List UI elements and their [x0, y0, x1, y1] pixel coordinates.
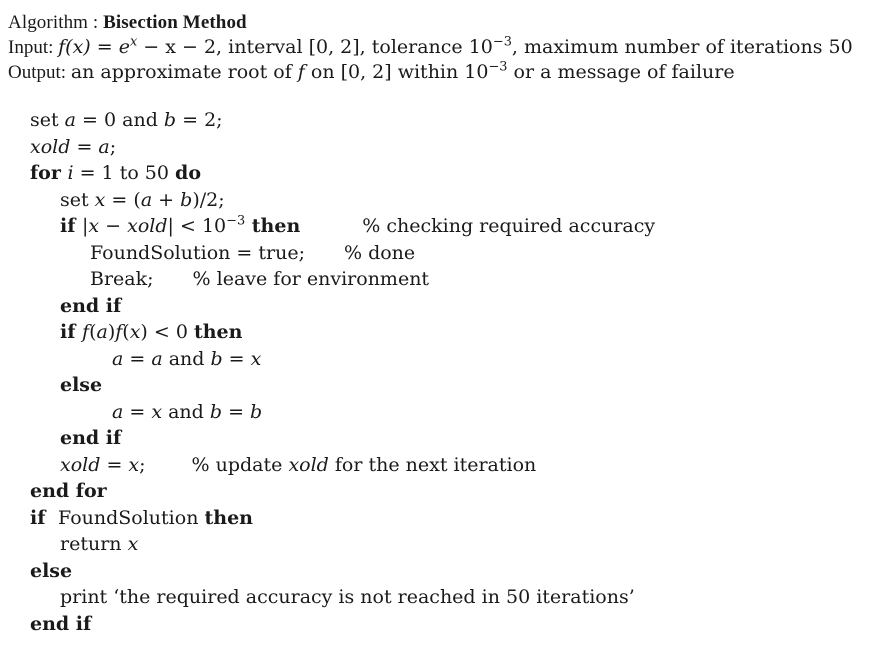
pseudocode-block: [8, 107, 872, 637]
code-line: if |x − xold| < $10^{-3}$ then % checking required accuracy: [60, 213, 656, 237]
input-line: [8, 35, 872, 60]
output-tolerance-exponent: −3: [488, 59, 508, 75]
code-line: end for: [30, 480, 107, 502]
output-line: [8, 60, 872, 85]
code-line: xold = a;: [30, 135, 117, 158]
code-line: a = x and b = b: [112, 400, 263, 423]
input-tolerance-exponent: −3: [492, 34, 512, 50]
input-exponent-x: x: [129, 34, 138, 50]
code-line: else: [30, 559, 73, 582]
code-line: set x = (a + b)/2;: [60, 188, 225, 211]
code-line: end if: [30, 612, 92, 635]
input-expression-f: f(x) = e: [58, 36, 130, 58]
output-function-symbol: f: [297, 61, 305, 83]
code-line: FoundSolution = true; % done: [90, 241, 416, 264]
code-line: end if: [60, 294, 122, 317]
code-line: if FoundSolution then: [30, 506, 253, 529]
output-text-a: an approximate root of: [70, 61, 298, 83]
code-line: else: [60, 374, 103, 396]
algorithm-title-line: [8, 10, 872, 35]
code-line: for i = 1 to 50 do: [30, 162, 201, 184]
code-line: a = a and b = x: [112, 347, 262, 370]
output-label: Output:: [8, 62, 67, 83]
code-line: xold = x; % update xold for the next iteration: [60, 453, 537, 476]
algorithm-label: Algorithm :: [8, 12, 99, 33]
algorithm-name: Bisection Method: [103, 12, 247, 33]
code-line: print ‘the required accuracy is not reached in 50 iterations’: [60, 586, 635, 608]
code-line: if f(a)f(x) < 0 then: [60, 321, 243, 343]
output-text-c: or a message of failure: [507, 61, 735, 83]
code-line: set a = 0 and b = 2;: [30, 109, 223, 131]
code-line: Break; % leave for environment: [90, 268, 430, 290]
input-label: Input:: [8, 37, 54, 58]
output-text-b: on [0, 2] within 10: [304, 61, 489, 83]
code-line: return x: [60, 533, 139, 555]
code-line: end if: [60, 427, 122, 449]
input-expression-rest: − x − 2, interval [0, 2], tolerance 10: [137, 36, 493, 58]
input-max-iterations: , maximum number of iterations 50: [511, 36, 853, 58]
